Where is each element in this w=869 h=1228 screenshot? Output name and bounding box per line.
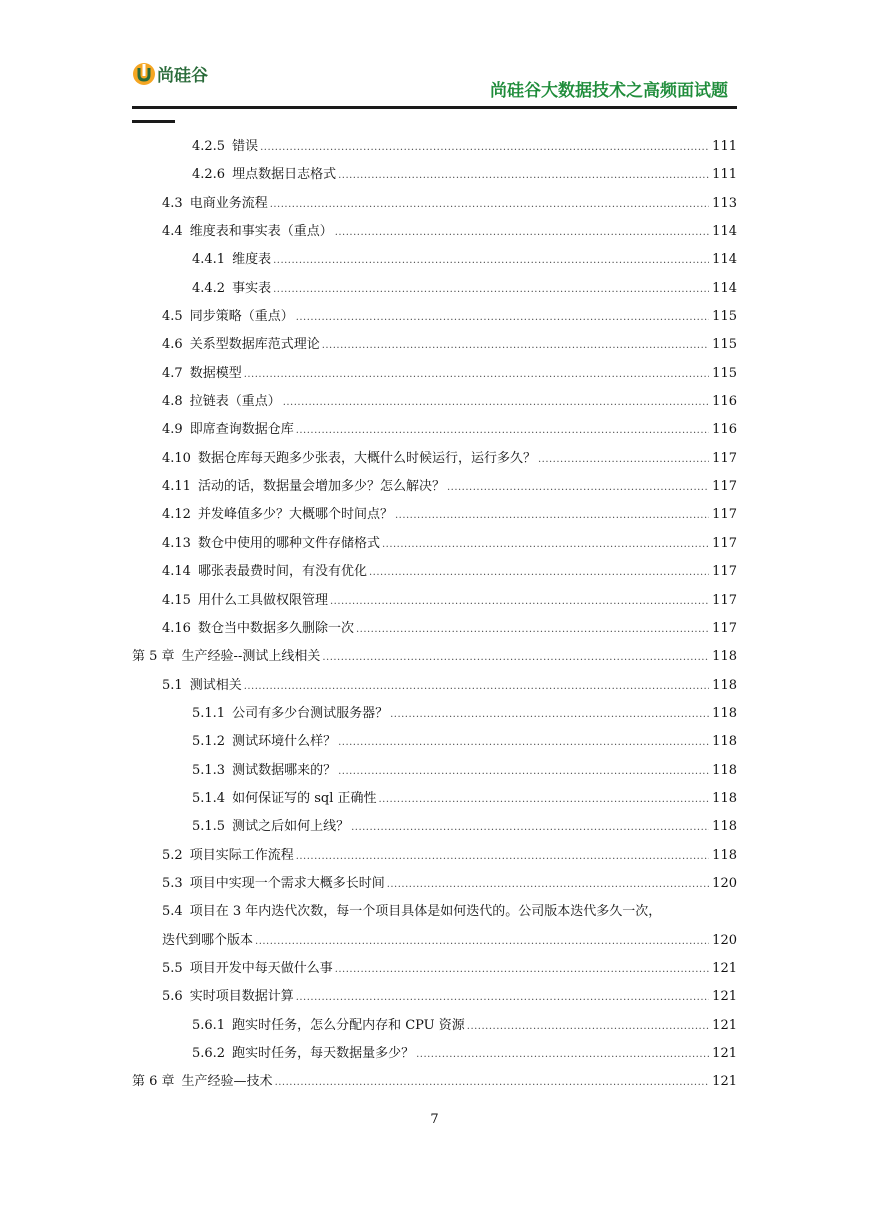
toc-entry[interactable] <box>132 558 737 586</box>
toc-entry-number: 4.8 <box>162 394 183 410</box>
toc-entry[interactable] <box>132 983 737 1011</box>
toc-entry-title: 同步策略（重点） <box>189 309 294 325</box>
toc-entry[interactable] <box>132 501 737 529</box>
toc-entry[interactable] <box>132 133 737 161</box>
toc-entry[interactable] <box>132 672 737 700</box>
dot-leader <box>260 134 709 162</box>
table-of-contents <box>132 133 737 1097</box>
toc-entry-title-line2: 迭代到哪个版本 <box>162 932 254 948</box>
toc-entry-number: 4.5 <box>162 309 183 325</box>
toc-entry-title: 跑实时任务，怎么分配内存和 CPU 资源 <box>232 1017 465 1033</box>
toc-entry[interactable] <box>132 643 737 671</box>
toc-entry-number: 4.14 <box>162 564 191 580</box>
toc-entry-title: 如何保证写的 sql 正确性 <box>232 790 377 806</box>
toc-entry-title: 数仓当中数据多久删除一次 <box>197 620 354 636</box>
toc-entry-page: 116 <box>712 394 737 410</box>
dot-leader <box>338 758 709 786</box>
dot-leader <box>369 559 709 587</box>
toc-entry-page: 121 <box>712 1046 737 1061</box>
dot-leader <box>447 474 709 502</box>
toc-entry-page: 117 <box>712 450 737 466</box>
toc-entry-title: 维度表和事实表（重点） <box>189 224 333 240</box>
toc-entry-number: 4.12 <box>162 507 191 523</box>
toc-entry-number: 5.1.4 <box>192 790 226 806</box>
toc-entry-page: 118 <box>712 847 737 863</box>
toc-entry-page: 118 <box>712 705 737 721</box>
toc-entry-page: 121 <box>712 1074 737 1090</box>
toc-entry-page: 117 <box>712 507 737 523</box>
toc-entry-title: 跑实时任务，每天数据量多少？ <box>232 1046 415 1061</box>
toc-entry-number: 第 5 章 <box>132 649 175 665</box>
toc-entry[interactable] <box>132 161 737 189</box>
page-number: 7 <box>430 1112 439 1127</box>
toc-entry-title: 生产经验—技术 <box>181 1074 273 1090</box>
toc-entry-multiline[interactable] <box>132 898 737 955</box>
page-header <box>0 0 869 130</box>
toc-entry-title: 数据模型 <box>189 365 242 381</box>
logo <box>132 60 208 86</box>
toc-entry-number: 5.6 <box>162 989 183 1005</box>
toc-entry-page: 117 <box>712 535 737 551</box>
toc-entry-title: 项目开发中每天做什么事 <box>189 960 333 976</box>
toc-entry-title: 测试数据哪来的？ <box>232 762 337 778</box>
toc-entry-number: 5.6.2 <box>192 1046 226 1061</box>
toc-entry-title: 测试相关 <box>189 677 242 693</box>
toc-entry-title: 维度表 <box>232 252 272 268</box>
toc-entry-page: 118 <box>712 734 737 750</box>
toc-entry[interactable] <box>132 218 737 246</box>
toc-entry[interactable] <box>132 728 737 756</box>
dot-leader <box>338 729 709 757</box>
toc-entry-title: 埋点数据日志格式 <box>232 167 337 183</box>
toc-entry-page: 120 <box>712 932 737 948</box>
toc-entry[interactable] <box>132 700 737 728</box>
toc-entry-title: 活动的话，数据量会增加多少？怎么解决？ <box>197 479 445 495</box>
toc-entry-number: 4.3 <box>162 195 183 211</box>
toc-entry-page: 111 <box>712 167 737 183</box>
toc-entry-number: 5.1.5 <box>192 819 226 835</box>
toc-entry[interactable] <box>132 842 737 870</box>
toc-entry-title: 数仓中使用的哪种文件存储格式 <box>197 535 380 551</box>
toc-entry-title: 并发峰值多少？大概哪个时间点？ <box>197 507 393 523</box>
toc-entry-page: 117 <box>712 592 737 608</box>
toc-entry-page: 120 <box>712 875 737 891</box>
dot-leader <box>296 304 709 332</box>
toc-entry[interactable] <box>132 870 737 898</box>
toc-entry-title: 用什么工具做权限管理 <box>197 592 328 608</box>
toc-entry-page: 121 <box>712 989 737 1005</box>
toc-entry-number: 5.5 <box>162 960 183 976</box>
dot-leader <box>273 276 709 304</box>
dot-leader <box>351 814 709 842</box>
toc-entry-title: 关系型数据库范式理论 <box>189 337 320 353</box>
dot-leader <box>255 928 709 956</box>
toc-entry-title: 实时项目数据计算 <box>189 989 294 1005</box>
document-title: 尚硅谷大数据技术之高频面试题 <box>490 81 728 101</box>
toc-entry[interactable] <box>132 615 737 643</box>
toc-entry-page: 117 <box>712 479 737 495</box>
toc-entry-page: 118 <box>712 790 737 806</box>
dot-leader <box>335 956 709 984</box>
toc-entry-title: 数据仓库每天跑多少张表，大概什么时候运行，运行多久？ <box>197 450 536 466</box>
toc-entry-number: 4.15 <box>162 592 191 608</box>
toc-entry-number: 5.4 <box>162 904 183 920</box>
toc-entry-title: 错误 <box>232 139 259 154</box>
logo-icon <box>132 60 156 86</box>
toc-entry-title: 电商业务流程 <box>189 195 268 211</box>
toc-entry[interactable] <box>132 1040 737 1068</box>
toc-entry-number: 4.4.1 <box>192 252 226 268</box>
toc-entry-page: 117 <box>712 564 737 580</box>
toc-entry-page: 114 <box>712 224 737 240</box>
dot-leader <box>379 786 710 814</box>
toc-entry-page: 111 <box>712 139 737 154</box>
toc-entry-title: 生产经验--测试上线相关 <box>181 649 321 665</box>
toc-entry[interactable] <box>132 1012 737 1040</box>
toc-entry-number: 4.4 <box>162 224 183 240</box>
dot-leader <box>395 502 709 530</box>
toc-entry-page: 115 <box>712 309 737 325</box>
toc-entry[interactable] <box>132 303 737 331</box>
toc-entry[interactable] <box>132 360 737 388</box>
toc-entry[interactable] <box>132 388 737 416</box>
toc-entry-number: 4.4.2 <box>192 280 226 296</box>
dot-leader <box>296 417 709 445</box>
dot-leader <box>538 446 709 474</box>
toc-entry[interactable] <box>132 530 737 558</box>
toc-entry-number: 5.1.3 <box>192 762 226 778</box>
toc-entry[interactable] <box>132 785 737 813</box>
toc-entry[interactable] <box>132 757 737 785</box>
dot-leader <box>244 361 709 389</box>
dot-leader <box>382 531 709 559</box>
toc-entry-number: 4.2.6 <box>192 167 226 183</box>
dot-leader <box>322 644 709 672</box>
dot-leader <box>330 588 709 616</box>
toc-entry-title: 事实表 <box>232 280 272 296</box>
toc-entry-number: 4.16 <box>162 620 191 636</box>
toc-entry[interactable] <box>132 416 737 444</box>
toc-entry-page: 113 <box>712 195 737 211</box>
toc-entry-page: 118 <box>712 762 737 778</box>
toc-entry-title-line1: 项目在 3 年内迭代次数，每一个项目具体是如何迭代的。公司版本迭代多久一次， <box>189 904 662 920</box>
toc-entry-number: 5.6.1 <box>192 1017 226 1033</box>
toc-entry-page: 118 <box>712 677 737 693</box>
dot-leader <box>387 871 709 899</box>
dot-leader <box>338 162 709 190</box>
dot-leader <box>416 1041 709 1069</box>
header-rule <box>132 106 737 109</box>
toc-entry[interactable] <box>132 246 737 274</box>
dot-leader <box>390 701 709 729</box>
toc-entry-title: 拉链表（重点） <box>189 394 281 410</box>
header-rule-short <box>132 120 175 123</box>
dot-leader <box>244 673 709 701</box>
dot-leader <box>467 1013 709 1041</box>
toc-entry[interactable] <box>132 190 737 218</box>
toc-entry-number: 4.6 <box>162 337 183 353</box>
toc-entry-page: 115 <box>712 365 737 381</box>
toc-entry-number: 4.7 <box>162 365 183 381</box>
toc-entry-title: 即席查询数据仓库 <box>189 422 294 438</box>
dot-leader <box>273 247 709 275</box>
toc-entry-page: 116 <box>712 422 737 438</box>
toc-entry-number: 5.1 <box>162 677 183 693</box>
logo-text: 尚硅谷 <box>157 65 208 86</box>
dot-leader <box>296 984 709 1012</box>
toc-entry-page: 118 <box>712 649 737 665</box>
toc-entry[interactable] <box>132 275 737 303</box>
toc-entry-title: 公司有多少台测试服务器？ <box>232 705 389 721</box>
toc-entry-title: 哪张表最费时间，有没有优化 <box>197 564 367 580</box>
toc-entry-number: 4.9 <box>162 422 183 438</box>
toc-entry-number: 4.11 <box>162 479 191 495</box>
toc-entry-page: 117 <box>712 620 737 636</box>
toc-entry[interactable] <box>132 331 737 359</box>
toc-entry-number: 4.13 <box>162 535 191 551</box>
toc-entry-page: 118 <box>712 819 737 835</box>
toc-entry-title: 测试之后如何上线？ <box>232 819 350 835</box>
toc-entry-number: 4.2.5 <box>192 139 226 154</box>
toc-entry[interactable] <box>132 955 737 983</box>
toc-entry-title: 项目实际工作流程 <box>189 847 294 863</box>
toc-entry-title: 项目中实现一个需求大概多长时间 <box>189 875 385 891</box>
toc-entry-number: 5.1.2 <box>192 734 226 750</box>
toc-entry-number: 第 6 章 <box>132 1074 175 1090</box>
dot-leader <box>270 191 709 219</box>
toc-entry-page: 121 <box>712 1017 737 1033</box>
dot-leader <box>335 219 709 247</box>
toc-entry[interactable] <box>132 813 737 841</box>
toc-entry-number: 5.3 <box>162 875 183 891</box>
toc-entry[interactable] <box>132 473 737 501</box>
toc-entry-page: 115 <box>712 337 737 353</box>
dot-leader <box>275 1069 710 1097</box>
dot-leader <box>296 843 709 871</box>
toc-entry-number: 4.10 <box>162 450 191 466</box>
toc-entry-title: 测试环境什么样？ <box>232 734 337 750</box>
toc-entry[interactable] <box>132 1068 737 1096</box>
toc-entry[interactable] <box>132 445 737 473</box>
toc-entry-page: 121 <box>712 960 737 976</box>
toc-entry[interactable] <box>132 587 737 615</box>
dot-leader <box>283 389 709 417</box>
toc-entry-page: 114 <box>712 252 737 268</box>
toc-entry-page: 114 <box>712 280 737 296</box>
dot-leader <box>356 616 709 644</box>
toc-entry-number: 5.2 <box>162 847 183 863</box>
toc-entry-number: 5.1.1 <box>192 705 226 721</box>
dot-leader <box>322 332 709 360</box>
